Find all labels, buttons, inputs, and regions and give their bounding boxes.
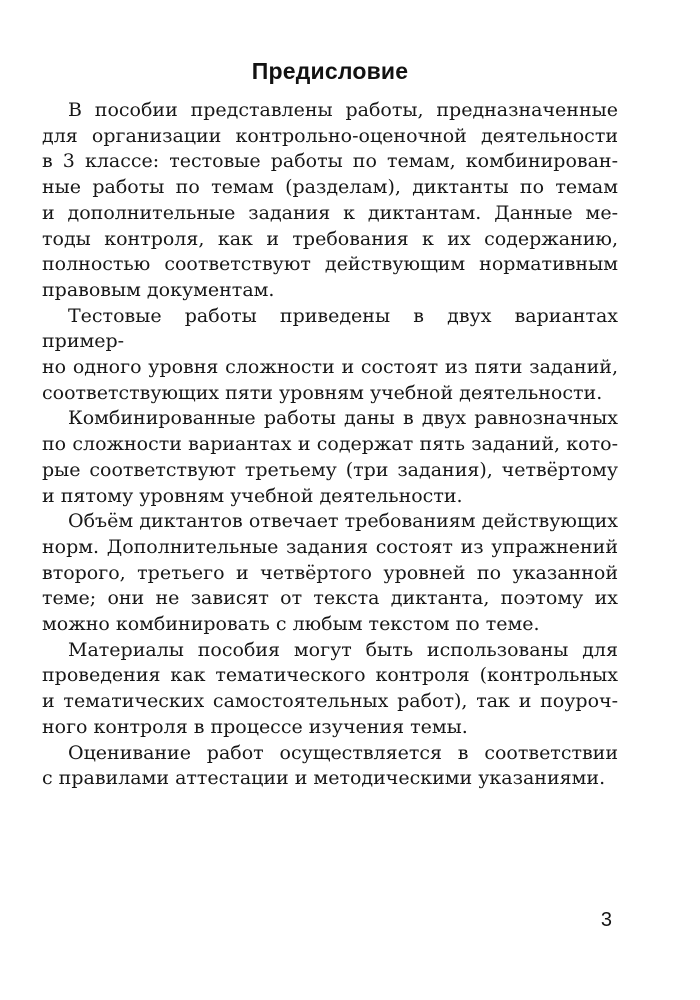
text-line: и пятому уровням учебной деятельности. xyxy=(42,484,463,507)
paragraph xyxy=(42,406,618,509)
text-line: ные работы по темам (разделам), диктанты по темам xyxy=(42,176,618,199)
text-line: второго, третьего и четвёртого уровней по указанной xyxy=(42,561,618,584)
text-line: Объём диктантов отвечает требованиям действующих xyxy=(68,510,618,533)
text-line: с правилами аттестации и методическими указаниями. xyxy=(42,767,606,790)
text-line: теме; они не зависят от текста диктанта, поэтому их xyxy=(42,587,618,610)
text-line: по сложности вариантах и содержат пять заданий, кото- xyxy=(42,433,618,456)
text-line: тоды контроля, как и требования к их содержанию, xyxy=(42,227,618,250)
text-line: можно комбинировать с любым текстом по теме. xyxy=(42,613,540,636)
text-line: рые соответствуют третьему (три задания), четвёртому xyxy=(42,458,618,481)
text-line: Материалы пособия могут быть использованы для xyxy=(68,638,618,661)
text-line: соответствующих пяти уровням учебной деятельности. xyxy=(42,381,603,404)
text-line: Оценивание работ осуществляется в соответствии xyxy=(68,741,618,764)
text-line: В пособии представлены работы, предназначенные xyxy=(68,99,618,121)
text-line: правовым документам. xyxy=(42,278,275,301)
page-title: Предисловие xyxy=(251,58,409,84)
paragraph xyxy=(42,304,618,407)
paragraph xyxy=(42,741,618,792)
paragraph xyxy=(42,98,618,304)
text-line: но одного уровня сложности и состоят из пяти заданий, xyxy=(42,356,618,379)
paragraph xyxy=(42,509,618,638)
text-line: в 3 классе: тестовые работы по темам, комбинирован- xyxy=(42,150,618,173)
text-line: проведения как тематического контроля (контрольных xyxy=(42,664,618,687)
text-line: полностью соответствуют действующим нормативным xyxy=(42,253,618,276)
text-line: ного контроля в процессе изучения темы. xyxy=(42,715,468,738)
text-line: норм. Дополнительные задания состоят из упражнений xyxy=(42,535,618,558)
page-number: 3 xyxy=(600,909,612,931)
text-line: Тестовые работы приведены в двух вариантах пример- xyxy=(42,304,618,353)
paragraph xyxy=(42,638,618,741)
text-line: Комбинированные работы даны в двух равнозначных xyxy=(68,407,618,430)
text-line: для организации контрольно-оценочной деятельности xyxy=(42,124,618,147)
body-paragraphs xyxy=(42,98,618,792)
text-line: и тематических самостоятельных работ), так и поуроч- xyxy=(42,690,618,713)
text-line: и дополнительные задания к диктантам. Данные ме- xyxy=(42,201,618,224)
